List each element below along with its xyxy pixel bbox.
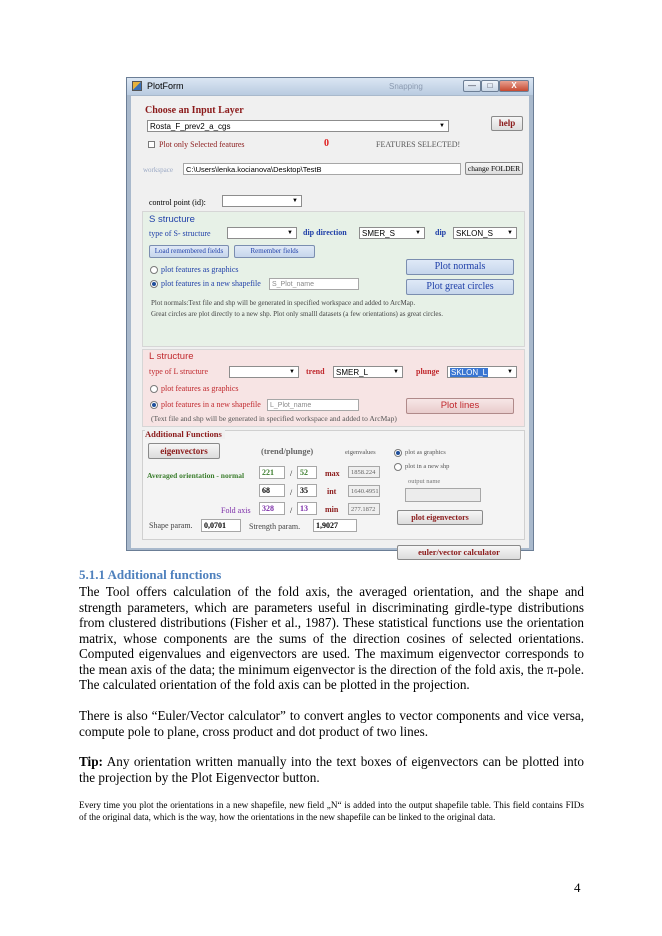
eigenvalues-label: eigenvalues [345, 449, 376, 456]
chevron-down-icon: ▼ [439, 123, 445, 129]
min-eigenvalue-field: 277.1872 [348, 503, 380, 515]
max-trend-field[interactable]: 221 [259, 466, 285, 479]
plot-in-new-shp-label: plot in a new shp [405, 463, 450, 470]
dip-label: dip [435, 228, 447, 237]
euler-vector-calculator-button[interactable]: euler/vector calculator [397, 545, 521, 560]
chevron-down-icon: ▼ [287, 230, 293, 236]
l-shapefile-name-field[interactable]: L_Plot_name [267, 399, 359, 411]
shape-param-label: Shape param. [149, 521, 193, 530]
max-eigenvalue-field: 1858.224 [348, 466, 380, 478]
chevron-down-icon: ▼ [507, 230, 513, 236]
chevron-down-icon: ▼ [393, 369, 399, 375]
background-window-text: Snapping [389, 82, 423, 91]
maximize-button[interactable]: □ [481, 80, 499, 92]
s-note-line1: Plot normals:Text file and shp will be generated in specified workspace and added to ArcMap. [151, 299, 416, 307]
trend-label: trend [306, 367, 325, 376]
l-note: (Text file and shp will be generated in specified workspace and added to ArcMap) [151, 414, 397, 423]
input-layer-dropdown[interactable] [147, 120, 449, 132]
s-plot-shapefile-radio[interactable] [150, 280, 158, 288]
int-plunge-field[interactable]: 35 [297, 484, 317, 497]
plot-selected-label: Plot only Selected features [159, 140, 245, 149]
plunge-dropdown[interactable] [447, 366, 517, 378]
plot-form-window [126, 77, 534, 557]
s-plot-shapefile-label: plot features in a new shapefile [161, 279, 261, 288]
min-trend-field[interactable]: 328 [259, 502, 285, 515]
trend-plunge-label: (trend/plunge) [261, 446, 314, 456]
help-button[interactable]: help [491, 116, 523, 131]
dip-direction-label: dip direction [303, 228, 347, 237]
l-plot-graphics-radio[interactable] [150, 385, 158, 393]
load-remembered-fields-button[interactable]: Load remembered fields [149, 245, 229, 258]
title-bar[interactable] [127, 78, 533, 95]
tip-paragraph [79, 754, 584, 785]
app-icon [132, 81, 142, 91]
l-structure-panel [142, 349, 525, 427]
max-slash: / [290, 469, 293, 478]
plot-selected-checkbox[interactable] [148, 141, 155, 148]
plot-in-new-shp-radio[interactable] [394, 463, 402, 471]
l-plot-shapefile-label: plot features in a new shapefile [161, 400, 261, 409]
close-button[interactable]: X [499, 80, 529, 92]
int-slash: / [290, 488, 293, 497]
s-type-dropdown[interactable] [227, 227, 297, 239]
control-point-label: control point (id): [149, 198, 206, 207]
dip-value: SKLON_S [456, 229, 493, 238]
paragraph-3: Every time you plot the orientations in a new shapefile, new field „N“ is added into the output shapefile table. This field contains FIDs of the original data, which is the way, how the orientations in the new shapefile can be linked to the original data. [79, 800, 584, 822]
dip-direction-value: SMER_S [362, 229, 395, 238]
plunge-value: SKLON_L [451, 368, 488, 377]
s-type-label: type of S- structure [149, 229, 211, 238]
additional-functions-heading: Additional Functions [145, 429, 225, 439]
trend-dropdown[interactable] [333, 366, 403, 378]
plunge-label: plunge [416, 367, 440, 376]
plot-lines-button[interactable]: Plot lines [406, 398, 514, 414]
input-layer-value: Rosta_F_prev2_a_cgs [150, 122, 231, 131]
paragraph-2: There is also “Euler/Vector calculator” to convert angles to vector components and vice versa, compute pole to plane, cross product and dot product of two lines. [79, 708, 584, 739]
max-label: max [325, 469, 340, 478]
plot-eigenvectors-button[interactable]: plot eigenvectors [397, 510, 483, 525]
s-structure-panel [142, 211, 525, 347]
l-type-dropdown[interactable] [229, 366, 299, 378]
dip-direction-dropdown[interactable] [359, 227, 425, 239]
output-name-label: output name [408, 478, 441, 485]
s-plot-graphics-label: plot features as graphics [161, 265, 239, 274]
int-trend-field[interactable]: 68 [259, 484, 285, 497]
chevron-down-icon: ▼ [289, 369, 295, 375]
s-shapefile-name-field[interactable]: S_Plot_name [269, 278, 359, 290]
trend-value: SMER_L [336, 368, 369, 377]
plot-as-graphics-label: plot as graphics [405, 449, 446, 456]
page-number: 4 [574, 880, 581, 895]
input-layer-heading: Choose an Input Layer [145, 105, 244, 116]
tip-label: Tip: [79, 754, 103, 769]
l-structure-heading: L structure [149, 351, 194, 362]
strength-param-field[interactable]: 1,9027 [313, 519, 357, 532]
plot-normals-button[interactable]: Plot normals [406, 259, 514, 275]
workspace-path-field[interactable]: C:\Users\lenka.kocianova\Desktop\TestB [183, 163, 461, 175]
plot-as-graphics-radio[interactable] [394, 449, 402, 457]
remember-fields-button[interactable]: Remember fields [234, 245, 315, 258]
plot-great-circles-button[interactable]: Plot great circles [406, 279, 514, 295]
eigenvectors-button[interactable]: eigenvectors [148, 443, 220, 459]
window-title: PlotForm [147, 81, 184, 91]
fold-axis-label: Fold axis [221, 506, 251, 515]
s-structure-heading: S structure [149, 214, 195, 225]
paragraph-1: The Tool offers calculation of the fold axis, the averaged orientation, and the shape and strength parameters, which are parameters useful in discriminating girdle-type distributions from clustered distributions (Fisher et al., 1987). These statistical functions use the orientation matrix, whose components are the sums of the direction cosines of selected orientations. Computed eigenvalues and eigenvectors are used. The maximum eigenvector corresponds to the mean axis of the data; the minimum eigenvector is the direction of the fold axis, the π-pole. The calculated orientation of the fold axis can be plotted in the projection. [79, 584, 584, 692]
strength-param-label: Strength param. [249, 522, 301, 531]
workspace-label: workspace [143, 166, 173, 174]
minimize-button[interactable]: — [463, 80, 481, 92]
l-type-label: type of L structure [149, 367, 209, 376]
change-folder-button[interactable]: change FOLDER [465, 162, 523, 175]
int-label: int [327, 487, 337, 496]
chevron-down-icon: ▼ [507, 369, 513, 375]
tip-text: Any orientation written manually into the text boxes of eigenvectors can be plotted into the projection by the Plot Eigenvector button. [79, 754, 584, 785]
features-selected-label: FEATURES SELECTED! [376, 140, 461, 149]
averaged-orientation-label: Averaged orientation - normal [147, 471, 245, 480]
dip-dropdown[interactable] [453, 227, 517, 239]
additional-functions-panel [142, 430, 525, 540]
l-plot-shapefile-radio[interactable] [150, 401, 158, 409]
control-point-dropdown[interactable] [222, 195, 302, 207]
l-plot-graphics-label: plot features as graphics [161, 384, 239, 393]
chevron-down-icon: ▼ [415, 230, 421, 236]
min-slash: / [290, 506, 293, 515]
max-plunge-field[interactable]: 52 [297, 466, 317, 479]
output-name-field[interactable] [405, 488, 481, 502]
selected-count: 0 [324, 138, 329, 149]
min-plunge-field[interactable]: 13 [297, 502, 317, 515]
int-eigenvalue-field: 1640.4951 [348, 485, 380, 497]
section-heading: 5.1.1 Additional functions [79, 567, 222, 582]
form-client-area [131, 96, 529, 557]
shape-param-field[interactable]: 0,0701 [201, 519, 241, 532]
min-label: min [325, 505, 339, 514]
s-note-line2: Great circles are plot directly to a new shp. Plot only smalll datasets (a few orientations) as great circles. [151, 310, 443, 318]
chevron-down-icon: ▼ [292, 198, 298, 204]
s-plot-graphics-radio[interactable] [150, 266, 158, 274]
